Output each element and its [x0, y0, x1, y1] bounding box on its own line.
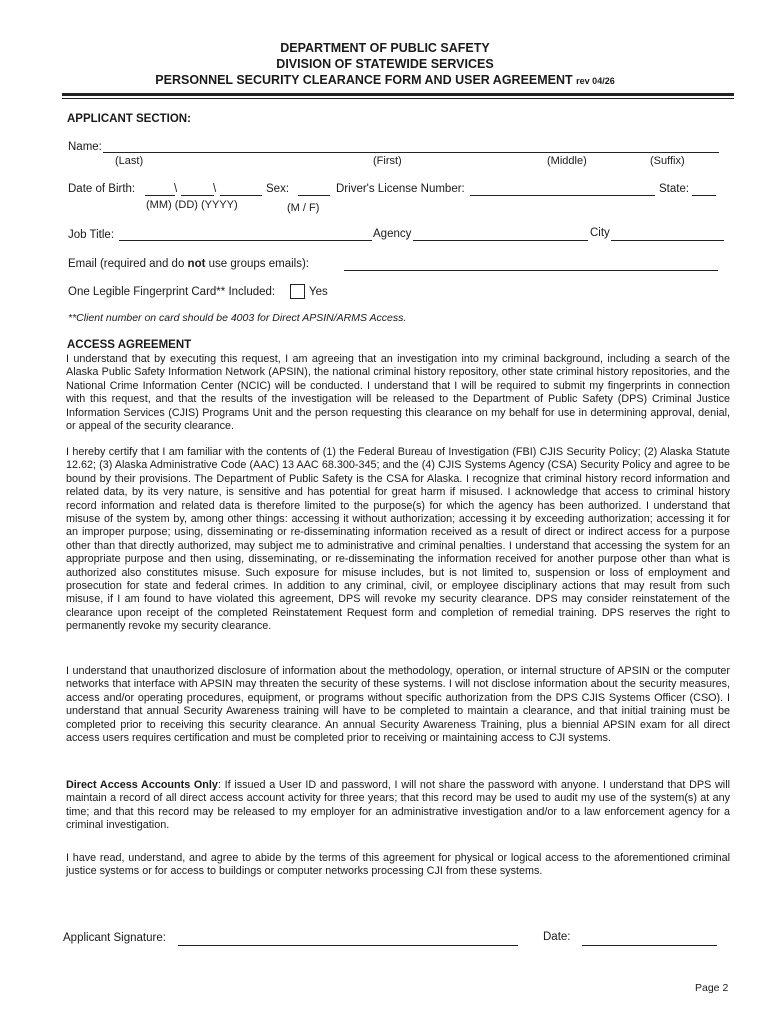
state-field[interactable]	[692, 195, 716, 196]
page-number: Page 2	[695, 982, 729, 994]
dob-separator-1: \	[174, 183, 178, 195]
name-sub-last: (Last)	[115, 155, 144, 167]
applicant-section-title: APPLICANT SECTION:	[67, 113, 191, 125]
state-label: State:	[659, 183, 690, 195]
email-label-post: use groups emails):	[205, 258, 309, 270]
drivers-license-field[interactable]	[470, 195, 655, 196]
signature-field[interactable]	[178, 945, 518, 946]
access-agreement-title: ACCESS AGREEMENT	[67, 339, 192, 351]
name-label: Name:	[68, 141, 102, 153]
agency-label: Agency	[373, 228, 412, 240]
drivers-license-label: Driver's License Number:	[336, 183, 465, 195]
sex-sub: (M / F)	[287, 202, 320, 214]
name-sub-middle: (Middle)	[547, 155, 587, 167]
name-sub-first: (First)	[373, 155, 402, 167]
direct-access-heading: Direct Access Accounts Only	[66, 779, 218, 791]
date-field[interactable]	[582, 945, 717, 946]
agency-field[interactable]	[413, 240, 588, 241]
header-rule-thick	[62, 93, 734, 96]
header-line-1: DEPARTMENT OF PUBLIC SAFETY	[280, 41, 490, 55]
agreement-paragraph-3: I understand that unauthorized disclosure of information about the methodology, operation, or internal structure of APSIN or the computer networks that interface with APSIN may threaten the security of these systems. I will not disclose information about the security measures, access and/or operating procedures, equipment, or programs without specific authorization from the DPS CJIS Systems Officer (CSO). I understand that annual Security Awareness training will have to be completed to maintain a clearance, and that initial training must be completed prior to receiving this security clearance. An annual Security Awareness Training, plus a biennial APSIN exam for all direct access users requires certification and must be completed prior to receiving or maintaining access to CJI systems.	[66, 665, 730, 745]
job-title-label: Job Title:	[68, 229, 115, 241]
city-field[interactable]	[611, 240, 724, 241]
client-number-note: **Client number on card should be 4003 for Direct APSIN/ARMS Access.	[68, 312, 407, 324]
revision-label: rev 04/26	[576, 76, 615, 86]
agreement-paragraph-4	[66, 779, 730, 833]
email-label-not: not	[187, 258, 206, 270]
name-field[interactable]	[103, 152, 719, 153]
fingerprint-yes-label: Yes	[309, 286, 328, 298]
sex-field[interactable]	[298, 195, 330, 196]
form-title: PERSONNEL SECURITY CLEARANCE FORM AND USER AGREEMENT	[155, 73, 573, 87]
agreement-paragraph-2: I hereby certify that I am familiar with the contents of (1) the Federal Bureau of Investigation (FBI) CJIS Security Policy; (2) Alaska Statute 12.62; (3) Alaska Administrative Code (AAC) 13 AAC 68.300-345; and the (4) CJIS Systems Agency (CSA) Security Policy and agree to be bound by their provisions. The Department of Public Safety is the CSA for Alaska. I recognize that criminal history record information and related data, by its very nature, is sensitive and has potential for great harm if misused. I acknowledge that access to criminal history record information and related data is therefore limited to the purpose(s) for which the agency has been authorized. I understand that misuse of the system by, among other things: accessing it without authorization; accessing it by exceeding authorization; accessing it for an improper purpose; using, disseminating or re-disseminating information received as a result of direct or indirect access for a purpose other than that directly authorized, may subject me to administrative and criminal penalties. I understand that accessing the system for an appropriate purpose and then using, disseminating, or re-disseminating the information received for another purpose other than what is authorized also constitutes misuse. Such exposure for misuse includes, but is not limited to, suspension or loss of employment and prosecution for state and federal crimes. In addition to any criminal, civil, or employee disciplinary actions that may result from such misuse, if I am found to have violated this agreement, DPS will revoke my security clearance. DPS may consider reinstatement of the clearance upon receipt of the completed Reinstatement Request form and completion of remedial training. DPS reserves the right to permanently revoke my security clearance.	[66, 446, 730, 633]
sex-label: Sex:	[266, 183, 290, 195]
job-title-field[interactable]	[119, 240, 372, 241]
city-label: City	[590, 227, 610, 239]
dob-year-field[interactable]	[220, 195, 262, 196]
dob-separator-2: \	[213, 183, 217, 195]
email-field[interactable]	[344, 270, 718, 271]
agreement-paragraph-5: I have read, understand, and agree to abide by the terms of this agreement for physical or logical access to the aforementioned criminal justice systems or for access to buildings or computer networks processing CJI from these systems.	[66, 852, 730, 878]
dob-sub: (MM) (DD) (YYYY)	[146, 199, 238, 211]
dob-month-field[interactable]	[145, 195, 175, 196]
direct-access-text: : If issued a User ID and password, I will not share the password with anyone. I understand that DPS will maintain a record of all direct access account activity for three years; that this record may be used to audit my use of the system(s) at any time; and that this record may be released to my employer for an administrative investigation and/or to a law enforcement agency for a criminal investigation.	[66, 779, 731, 832]
agreement-paragraph-1: I understand that by executing this request, I am agreeing that an investigation into my criminal background, including a search of the Alaska Public Safety Information Network (APSIN), the national criminal history repository, other state criminal history repositories, and the National Crime Information Center (NCIC) will be conducted. I understand that I will be required to submit my fingerprints in connection with this request, and that the results of the investigation will be released to the Department of Public Safety (DPS) Criminal Justice Information Services (CJIS) Programs Unit and the person requesting this clearance on my behalf for use in determining approval, denial, or appeal of the security clearance.	[66, 353, 730, 433]
header-rule-thin	[62, 98, 734, 99]
header-line-3	[0, 73, 770, 87]
date-label: Date:	[543, 931, 571, 943]
fingerprint-checkbox[interactable]	[290, 284, 305, 299]
dob-label: Date of Birth:	[68, 183, 136, 195]
name-sub-suffix: (Suffix)	[650, 155, 685, 167]
signature-label: Applicant Signature:	[63, 932, 166, 944]
email-label-pre: Email (required and do	[68, 258, 188, 270]
dob-day-field[interactable]	[181, 195, 214, 196]
header-line-2: DIVISION OF STATEWIDE SERVICES	[276, 57, 494, 71]
email-label	[68, 258, 309, 270]
fingerprint-label: One Legible Fingerprint Card** Included:	[68, 286, 276, 298]
